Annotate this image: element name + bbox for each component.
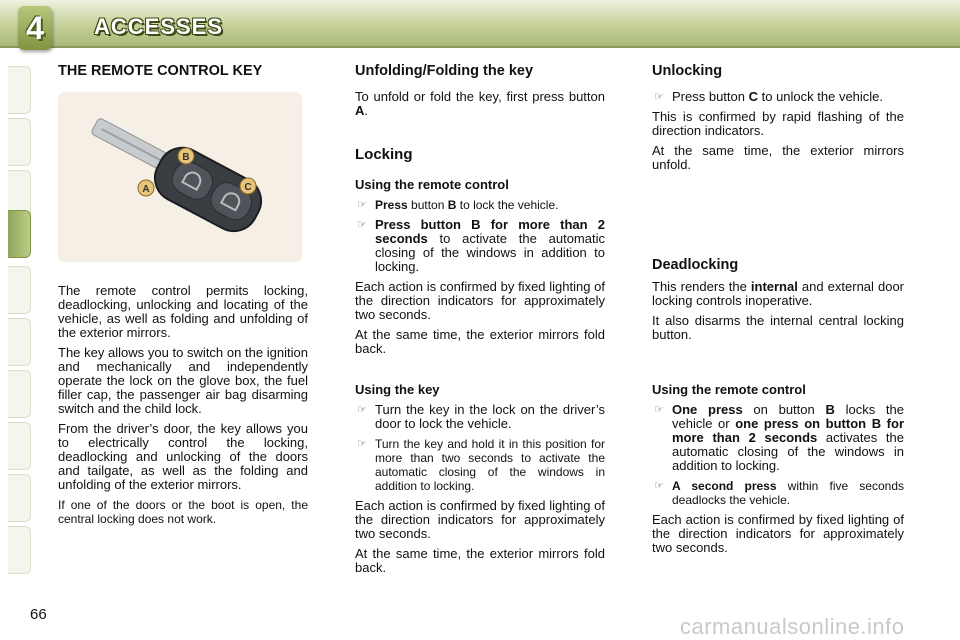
unfold-text-main: To unfold or fold the key, first press button: [355, 89, 605, 104]
text: button: [407, 198, 448, 212]
column-locking: [355, 64, 605, 362]
text: to unlock the vehicle.: [758, 89, 884, 104]
list-item: [355, 218, 605, 274]
text: Turn the key in the lock on the driver’s door to lock the vehicle.: [375, 402, 605, 431]
text: on button: [742, 402, 826, 417]
mirrors-text: At the same time, the exterior mirrors fold back.: [355, 327, 605, 356]
column-unlocking: [652, 64, 904, 178]
text: Turn the key and hold it in this position for more than two seconds to activate the automatic closing of the windows in addition to locking.: [375, 437, 605, 493]
unfold-heading: Unfolding/Folding the key: [355, 63, 534, 79]
unfold-text: To unfold or fold the key, first press button A.: [355, 89, 605, 118]
column-remote-key: [58, 64, 308, 78]
button-c-label: C: [244, 182, 252, 193]
emphasis: internal: [750, 279, 798, 294]
pointing-hand-icon: ☞: [357, 404, 367, 416]
paragraph: The key allows you to switch on the ignition and mechanically and independently operate the lock on the glove box, the fuel filler cap, the passenger air bag disarming switch and the child lock.: [58, 345, 308, 416]
list-item: [652, 479, 904, 507]
chapter-tab[interactable]: [8, 526, 31, 574]
chapter-tab[interactable]: [8, 318, 31, 366]
chapter-number: 4: [26, 10, 44, 46]
text: within five seconds deadlocks the vehicle.: [672, 479, 904, 507]
column-locking-key: [355, 383, 605, 581]
chapter-badge: [18, 6, 52, 50]
button-a-ref: A: [355, 103, 365, 118]
pointing-hand-icon: ☞: [654, 480, 664, 492]
text: to lock the vehicle.: [456, 198, 559, 212]
emphasis: Press: [375, 198, 408, 212]
column-deadlocking-remote: [652, 383, 904, 561]
chapter-tab[interactable]: [8, 266, 31, 314]
confirm-text: Each action is confirmed by fixed lighting of the direction indicators for approximately two seconds.: [652, 512, 904, 555]
unlock-confirm-text: This is confirmed by rapid flashing of the direction indicators.: [652, 109, 904, 138]
deadlock-text-2: It also disarms the internal central locking button.: [652, 313, 904, 342]
deadlocking-heading: Deadlocking: [652, 257, 739, 273]
emphasis: A second press: [672, 479, 777, 493]
chapter-tab[interactable]: [8, 118, 31, 166]
pointing-hand-icon: ☞: [357, 219, 367, 231]
chapter-tab[interactable]: [8, 474, 31, 522]
remote-control-subheading: Using the remote control: [355, 177, 509, 192]
button-a-label: A: [142, 184, 150, 195]
footer-watermark: carmanualsonline.info: [680, 614, 905, 639]
emphasis: one press on button B for more than 2 seconds: [672, 416, 905, 445]
emphasis: Press button B for more than 2 seconds: [375, 217, 605, 246]
locking-heading: Locking: [355, 146, 413, 163]
text: and external door locking controls inoperative.: [652, 279, 904, 308]
confirm-text: Each action is confirmed by fixed lighting of the direction indicators for approximately two seconds.: [355, 279, 605, 322]
emphasis: One press: [672, 402, 743, 417]
unlock-mirrors-text: At the same time, the exterior mirrors unfold.: [652, 143, 904, 172]
chapter-tab[interactable]: [8, 370, 31, 418]
paragraph: If one of the doors or the boot is open, the central locking does not work.: [58, 498, 308, 526]
pointing-hand-icon: ☞: [357, 438, 367, 450]
list-item: [355, 437, 605, 493]
chapter-tabs: [0, 60, 34, 580]
paragraph: The remote control permits locking, deadlocking, unlocking and locating of the vehicle, as well as folding and unfolding of the exterior mirrors.: [58, 283, 308, 340]
text: activates the automatic closing of the windows in addition to locking.: [672, 430, 904, 473]
pointing-hand-icon: ☞: [654, 91, 664, 103]
chapter-header: [0, 0, 960, 48]
list-item: [355, 403, 605, 431]
text: to activate the automatic closing of the windows in addition to locking.: [375, 231, 605, 274]
column-deadlocking: [652, 258, 904, 348]
chapter-title: ACCESSES: [94, 14, 224, 39]
key-subheading: Using the key: [355, 382, 440, 397]
pointing-hand-icon: ☞: [357, 199, 367, 211]
list-item: [652, 403, 904, 473]
confirm-text: Each action is confirmed by fixed lighting of the direction indicators for approximately two seconds.: [355, 498, 605, 541]
list-item: [355, 198, 605, 212]
pointing-hand-icon: ☞: [654, 404, 664, 416]
chapter-tab[interactable]: [8, 422, 31, 470]
chapter-tab-active[interactable]: [8, 210, 31, 258]
button-b-ref: B: [447, 198, 457, 212]
button-b-ref: B: [825, 402, 835, 417]
text: This renders the: [652, 279, 751, 294]
text: Press button: [672, 89, 749, 104]
page-number: 66: [30, 606, 47, 623]
text: locks the vehicle or: [672, 402, 904, 431]
list-item: [652, 90, 904, 104]
paragraph: From the driver’s door, the key allows you to electrically control the locking, deadlocking and unlocking of the doors and tailgate, as well as the folding and unfolding of the exterior mirrors.: [58, 421, 308, 492]
remote-key-illustration: [58, 92, 302, 262]
button-c-ref: C: [748, 89, 758, 104]
mirrors-text: At the same time, the exterior mirrors fold back.: [355, 546, 605, 575]
unlocking-heading: Unlocking: [652, 63, 723, 79]
remote-key-heading: THE REMOTE CONTROL KEY: [58, 63, 263, 79]
remote-key-description: [58, 284, 308, 532]
button-b-label: B: [182, 152, 190, 163]
remote-control-subheading: Using the remote control: [652, 382, 806, 397]
deadlock-text: [652, 280, 904, 308]
chapter-tab[interactable]: [8, 66, 31, 114]
